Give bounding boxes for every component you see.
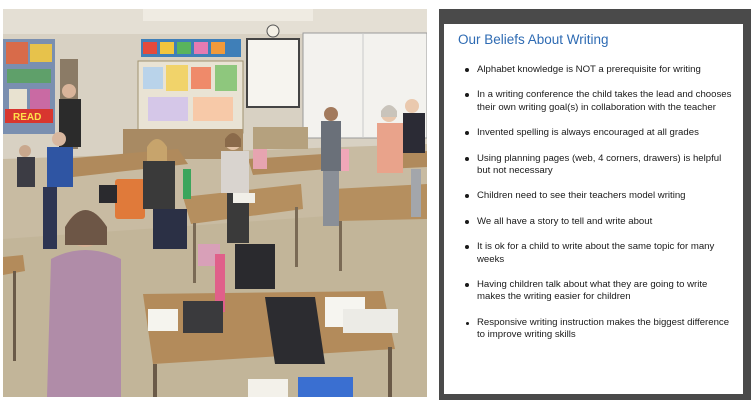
bullet-icon [465, 157, 469, 161]
classroom-scene [3, 9, 427, 397]
read-banner-text: READ [13, 112, 42, 123]
belief-item [462, 216, 737, 228]
whiteboard-small [247, 39, 299, 107]
person-patterned-top [143, 161, 175, 209]
belief-text: Invented spelling is always encouraged at all grades [477, 127, 699, 139]
person-blue-shirt [47, 147, 73, 187]
chair-orange [115, 179, 145, 219]
belief-item [462, 241, 737, 266]
bullet-icon [465, 245, 469, 249]
person-pink-top [377, 123, 403, 173]
belief-item [462, 153, 737, 178]
person-grey-top [221, 151, 249, 193]
belief-text: In a writing conference the child takes the lead and chooses their own writing goal(s) in collaboration with the teacher [477, 89, 732, 113]
belief-item [462, 64, 737, 76]
belief-text: Alphabet knowledge is NOT a prerequisite for writing [477, 64, 701, 75]
belief-item [462, 89, 737, 114]
belief-item [462, 317, 737, 342]
belief-text: Using planning pages (web, 4 corners, drawers) is helpful but not necessary [477, 152, 722, 177]
belief-text: Having children talk about what they are going to write makes the writing easier for children [477, 279, 708, 303]
belief-item [462, 279, 737, 304]
beliefs-slide [444, 24, 743, 394]
belief-text: Children need to see their teachers model writing [477, 190, 686, 202]
laptop-front [265, 297, 325, 364]
beliefs-list [462, 64, 737, 342]
classroom-photo [3, 9, 427, 397]
belief-item [462, 127, 737, 139]
belief-text: It is ok for a child to write about the same topic for many weeks [477, 241, 715, 265]
belief-text: Responsive writing instruction makes the biggest difference to improve writing skills [477, 316, 730, 341]
bullet-icon [465, 194, 469, 198]
belief-text: We all have a story to tell and write about [477, 215, 653, 227]
bullet-icon [465, 283, 469, 287]
bullet-icon [465, 220, 469, 224]
laptop-center [235, 244, 275, 289]
bullet-icon [465, 68, 469, 72]
bullet-icon [465, 93, 469, 97]
bullet-icon [466, 322, 469, 325]
slide-title: Our Beliefs About Writing [458, 32, 609, 47]
belief-item [462, 190, 737, 202]
person-foreground [47, 250, 121, 397]
bullet-icon [465, 131, 469, 135]
